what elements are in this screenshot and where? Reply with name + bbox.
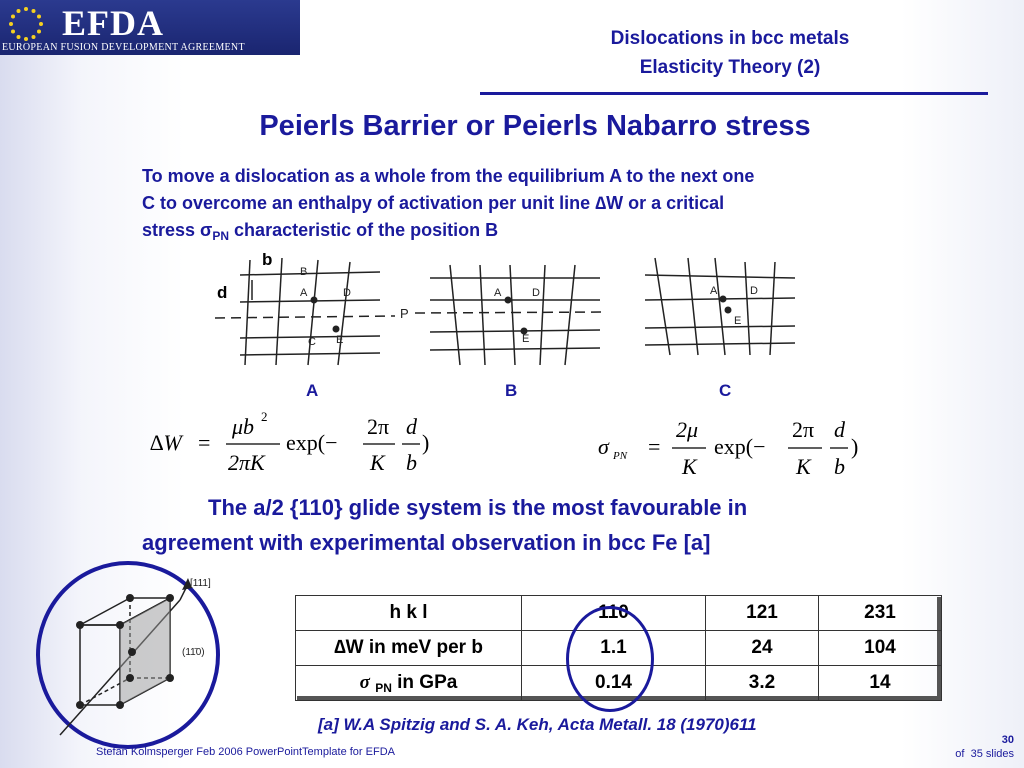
svg-text:K: K — [370, 450, 385, 475]
eu-stars-icon — [6, 4, 46, 44]
table-cell: 1.1 — [522, 631, 706, 666]
bcc-cube-diagram — [30, 560, 240, 755]
header-line-2: Elasticity Theory (2) — [639, 57, 821, 78]
svg-text:d: d — [834, 417, 845, 442]
atom-label-a1: A — [300, 287, 308, 299]
plane-label-110: (11̄0) — [182, 647, 205, 658]
table-header-cell: 231 — [819, 596, 942, 631]
atom-label-d1: D — [343, 287, 351, 299]
header-divider — [480, 92, 988, 95]
atom-label-e3: E — [734, 315, 742, 327]
table-row-label: ∆W in meV per b — [296, 631, 522, 666]
table-cell: 14 — [819, 666, 942, 701]
table-cell: 0.14 — [522, 666, 706, 701]
spacing-label: d — [217, 283, 228, 302]
table-row-label: σ $_{PN}$ in GPa — [296, 666, 522, 701]
table-header-cell: 121 — [706, 596, 819, 631]
atom-label-d3: D — [750, 285, 758, 297]
svg-text:): ) — [851, 434, 859, 459]
table-cell: 3.2 — [706, 666, 819, 701]
plane-label-p: P — [400, 306, 409, 321]
intro-line-1: To move a dislocation as a whole from the equilibrium A to the next one — [142, 166, 755, 186]
svg-text:2π: 2π — [367, 414, 390, 439]
svg-text:exp(−: exp(− — [286, 430, 338, 455]
dislocation-diagrams — [210, 250, 810, 385]
svg-text:d: d — [406, 414, 417, 439]
svg-text:K: K — [796, 454, 811, 479]
atom-label-a2: A — [494, 287, 502, 299]
logo-subtitle: EUROPEAN FUSION DEVELOPMENT AGREEMENT — [2, 42, 245, 53]
atom-label-a3: A — [710, 285, 718, 297]
svg-text:K: K — [682, 454, 697, 479]
svg-text:=: = — [648, 434, 661, 459]
atom-label-d2: D — [532, 287, 540, 299]
svg-text:2π: 2π — [792, 417, 815, 442]
svg-text:=: = — [198, 430, 211, 455]
position-label-c: C — [719, 381, 732, 400]
page-number: 30 of 35 slides — [955, 734, 1014, 760]
burgers-vector-label: b — [262, 250, 273, 269]
section-header — [520, 24, 940, 82]
intro-line-3: stress $\sigma_{PN}$ characteristic of the position B — [142, 220, 499, 243]
position-label-b: B — [505, 381, 518, 400]
table-cell: 104 — [819, 631, 942, 666]
svg-text:exp(−: exp(− — [714, 434, 766, 459]
atom-label-e1: E — [336, 334, 344, 346]
atom-label-b1: B — [300, 266, 308, 278]
logo-name: EFDA — [62, 3, 164, 43]
svg-text:μb: μb — [232, 414, 255, 439]
lattice-diagram — [210, 250, 810, 380]
slide-title: Peierls Barrier or Peierls Nabarro stress — [259, 110, 811, 142]
position-label-a: A — [306, 381, 319, 400]
svg-text:2πK: 2πK — [228, 450, 265, 475]
table-header-cell: h k l — [296, 596, 522, 631]
svg-text:∆W: ∆W — [150, 430, 182, 455]
header-line-1: Dislocations in bcc metals — [610, 28, 850, 49]
table-cell: 24 — [706, 631, 819, 666]
svg-text:b: b — [406, 450, 417, 475]
atom-label-c1: C — [308, 336, 316, 348]
svg-text:b: b — [834, 454, 845, 479]
statement-line-1: The a/2 {110} glide system is the most favourable in — [208, 495, 748, 520]
svg-text:): ) — [422, 430, 430, 455]
atom-label-e2: E — [522, 333, 530, 345]
equation-delta-w — [148, 408, 448, 483]
table-header-cell: 110 — [522, 596, 706, 631]
direction-label-111: [111] — [190, 578, 211, 589]
reference-citation: [a] W.A Spitzig and S. A. Keh, Acta Metall. 18 (1970)611 — [318, 715, 757, 734]
value-highlight-ellipse — [566, 606, 654, 712]
svg-text:2μ: 2μ — [676, 417, 699, 442]
intro-text — [142, 163, 932, 250]
equation-sigma-pn — [596, 410, 896, 485]
footer-text: Stefan Kolmsperger Feb 2006 PowerPointTemplate for EFDA — [96, 746, 395, 758]
svg-text:σ: σ — [598, 434, 609, 459]
glide-system-statement — [142, 490, 932, 560]
svg-text:PN: PN — [613, 450, 628, 462]
intro-line-2: C to overcome an enthalpy of activation per unit line ∆W or a critical — [142, 193, 725, 213]
efda-logo — [0, 0, 300, 55]
svg-text:2: 2 — [261, 409, 268, 424]
statement-line-2: agreement with experimental observation in bcc Fe [a] — [142, 530, 711, 555]
